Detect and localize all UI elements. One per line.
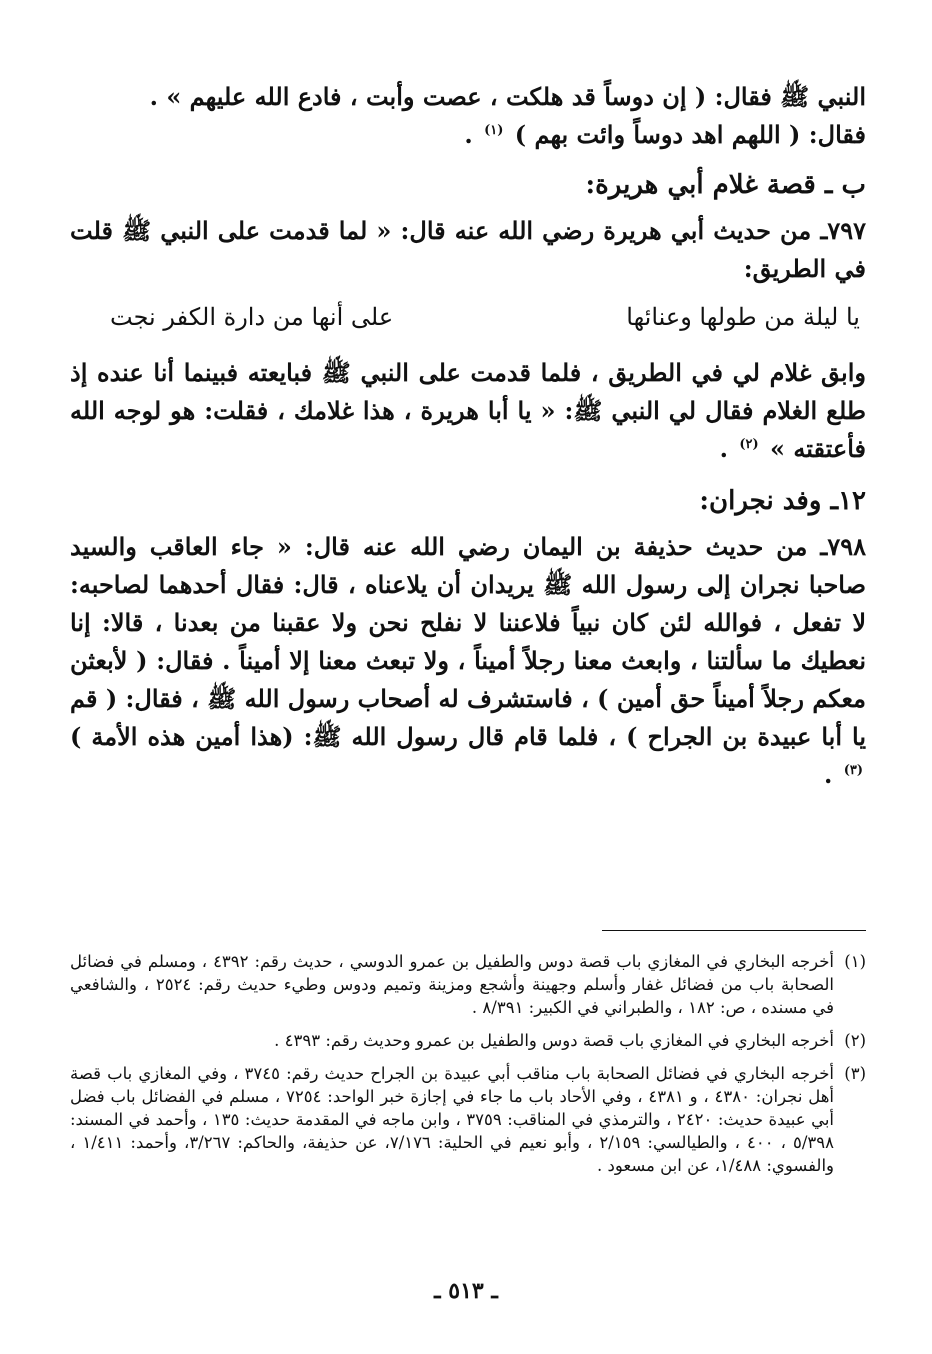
footnote-ref-2: (٢) bbox=[739, 437, 759, 452]
section-a-line2: فقال: ( اللهم اهد دوساً وائت بهم ) bbox=[514, 120, 866, 149]
footnote-2-marker: (٢) bbox=[844, 1031, 866, 1050]
hadith-798 bbox=[70, 528, 866, 794]
heading-najran-delegation: ١٢ـ وفد نجران: bbox=[699, 486, 866, 516]
hadith-797-end: . bbox=[719, 434, 729, 463]
footnote-3-marker: (٣) bbox=[844, 1064, 866, 1083]
poem-verse bbox=[70, 288, 866, 346]
footnote-ref-3: (٣) bbox=[843, 763, 863, 778]
verse-second-hemistich: على أنها من دارة الكفر نجت bbox=[110, 303, 394, 331]
section-a-conclusion bbox=[70, 78, 866, 154]
footnote-1-text: أخرجه البخاري في المغازي باب قصة دوس والطفيل بن عمرو الدوسي ، حديث رقم: ٤٣٩٢ ، ومسلم في فضائل الصحابة باب من فضائل غفار وأسلم وجهينة وأشجع ومزينة وتميم ودوس وطيء حديث رقم: ٢٥٢٤ ، والشافعي في مسنده ، ص: ١٨٢ ، والطبراني في الكبير: ٨/٣٩١ . bbox=[70, 952, 834, 1017]
footnote-1 bbox=[70, 950, 866, 1019]
hadith-797-body-text: وابق غلام لي في الطريق ، فلما قدمت على النبي ﷺ فبايعته فبينما أنا عنده إذ طلع الغلام فقال لي النبي ﷺ: « يا أبا هريرة ، هذا غلامك ، فقلت: هو لوجه الله فأعتقته » bbox=[70, 358, 866, 463]
page-number: ـ ٥١٣ ـ bbox=[434, 1278, 498, 1304]
heading-story-of-abu-hurairah-servant: ب ـ قصة غلام أبي هريرة: bbox=[585, 170, 866, 200]
section-a-line1: النبي ﷺ فقال: ( إن دوساً قد هلكت ، عصت وأبت ، فادع الله عليهم » . bbox=[149, 82, 866, 111]
hadith-797-number: ٧٩٧ـ bbox=[820, 216, 867, 245]
hadith-798-end: . bbox=[823, 760, 833, 789]
footnote-2 bbox=[70, 1029, 866, 1052]
footnote-3 bbox=[70, 1062, 866, 1177]
section-a-line2-end: . bbox=[464, 120, 473, 149]
hadith-797-body bbox=[70, 354, 866, 468]
hadith-797-intro-text: من حديث أبي هريرة رضي الله عنه قال: « لما قدمت على النبي ﷺ قلت في الطريق: bbox=[70, 216, 866, 283]
footnote-ref-1: (١) bbox=[484, 123, 504, 138]
footnote-separator bbox=[602, 930, 866, 931]
hadith-798-number: ٧٩٨ـ bbox=[820, 532, 866, 561]
hadith-798-body-text: من حديث حذيفة بن اليمان رضي الله عنه قال: « جاء العاقب والسيد صاحبا نجران إلى رسول الله ﷺ يريدان أن يلاعناه ، قال: فقال أحدهما لصاحبه: لا تفعل ، فوالله لئن كان نبياً فلاعننا لا نفلح نحن ولا عقبنا من بعدنا ، قالا: إنا نعطيك ما سألتنا ، وابعث معنا رجلاً أميناً ، ولا تبعث معنا إلا أميناً . فقال: ( لأبعثن معكم رجلاً أميناً حق أمين ) ، فاستشرف له أصحاب رسول الله ﷺ ، فقال: ( قم يا أبا عبيدة بن الجراح ) ، فلما قام قال رسول الله ﷺ: (هذا أمين هذه الأمة ) bbox=[70, 532, 867, 751]
footnote-1-marker: (١) bbox=[844, 952, 866, 971]
verse-first-hemistich: يا ليلة من طولها وعنائها bbox=[626, 303, 860, 331]
footnote-3-text: أخرجه البخاري في فضائل الصحابة باب مناقب أبي عبيدة بن الجراح حديث رقم: ٣٧٤٥ ، وفي المغازي باب قصة أهل نجران: ٤٣٨٠ ، و ٤٣٨١ ، وفي الأحاد باب ما جاء في إجازة خبر الواحد: ٧٢٥٤ ، مسلم في الفضائل باب فضل أبي عبيدة حديث: ٢٤٢٠ ، والترمذي في المناقب: ٣٧٥٩ ، وابن ماجه في المقدمة حديث: ١٣٥ ، وأحمد في المسند: ٥/٣٩٨ ، ٤٠٠ ، والطيالسي: ٢/١٥٩ ، وأبو نعيم في الحلية: ٧/١٧٦، عن حذيفة، والحاكم: ٣/٢٦٧، وأحمد: ١/٤١١ ، والفسوي: ١/٤٨٨، عن ابن مسعود . bbox=[70, 1064, 835, 1175]
footnotes bbox=[70, 950, 866, 1187]
hadith-797-intro bbox=[70, 212, 866, 288]
footnote-2-text: أخرجه البخاري في المغازي باب قصة دوس والطفيل بن عمرو وحديث رقم: ٤٣٩٣ . bbox=[274, 1031, 834, 1050]
